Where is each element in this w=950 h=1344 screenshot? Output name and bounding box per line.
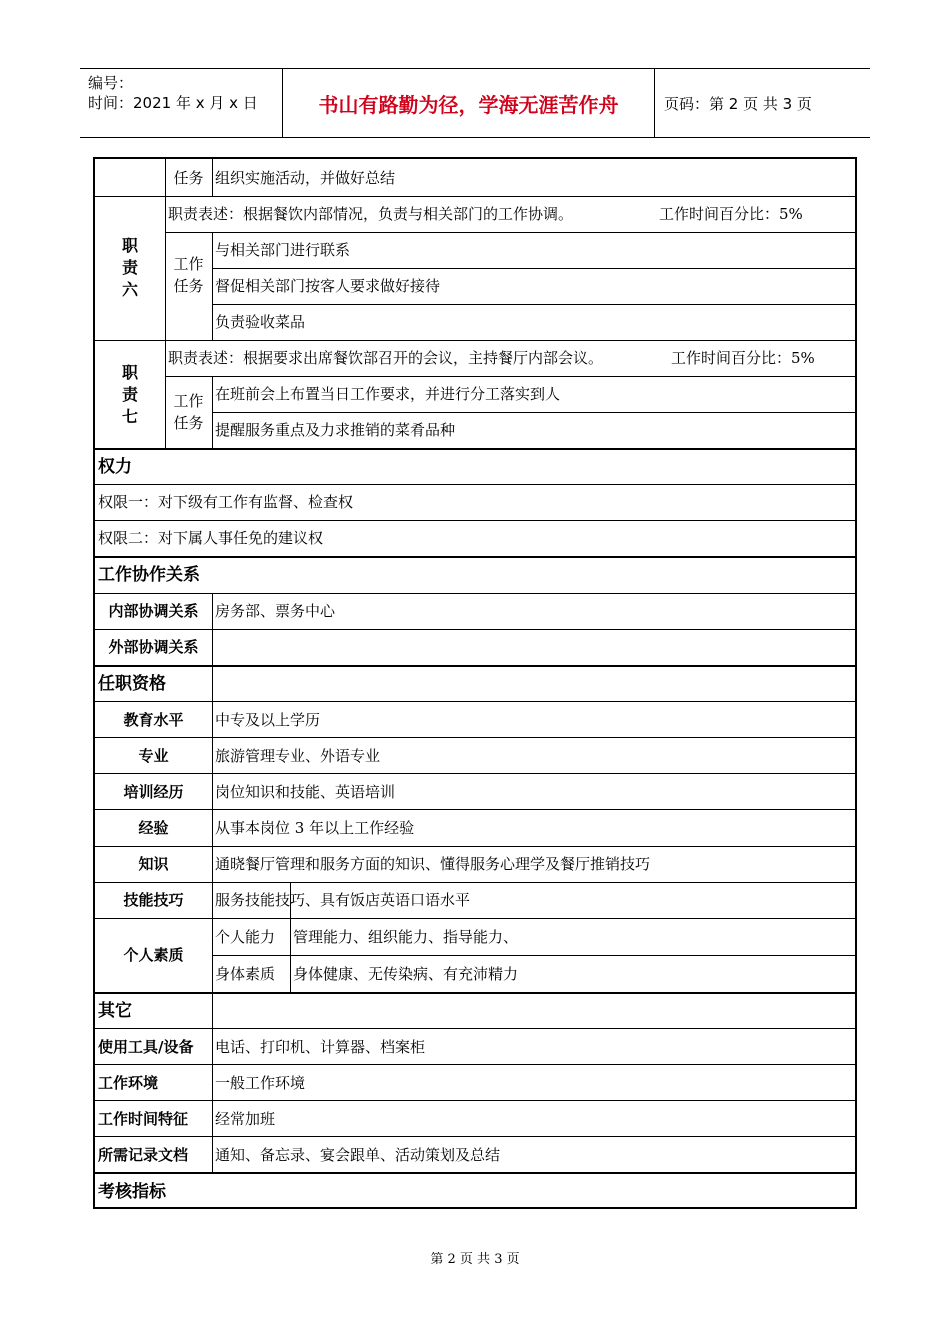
qualification-value: 旅游管理专业、外语专业: [215, 747, 381, 765]
other-label: 使用工具/设备: [98, 1038, 194, 1056]
row-divider: [165, 232, 855, 233]
row-divider: [212, 304, 855, 305]
other-value: 一般工作环境: [215, 1074, 306, 1092]
header-motto: 书山有路勤为径，学海无涯苦作舟: [318, 92, 619, 117]
column-divider: [212, 665, 213, 992]
authority-item-1: 权限一：对下级有工作有监督、检查权: [98, 493, 354, 511]
column-divider: [212, 376, 213, 448]
external-relations-label: 外部协调关系: [108, 638, 199, 656]
column-divider: [212, 593, 213, 665]
header-page-info: 页码：第 2 页 共 3 页: [664, 94, 812, 113]
relations-section-title: 工作协作关系: [98, 565, 200, 585]
assessment-section-title: 考核指标: [98, 1182, 166, 1202]
section-divider: [95, 556, 855, 558]
duty6-statement: 职责表述：根据餐饮内部情况，负责与相关部门的工作协调。: [168, 205, 574, 223]
duty7-task-label: 工作 任务: [173, 392, 204, 432]
duty6-task-3: 负责验收菜品: [215, 313, 306, 331]
duty6-percent: 工作时间百分比：5%: [659, 205, 803, 223]
row-divider: [95, 1064, 855, 1065]
row-divider: [95, 593, 855, 594]
duty6-task-2: 督促相关部门按客人要求做好接待: [215, 277, 441, 295]
qualification-label: 经验: [138, 819, 169, 837]
other-value: 电话、打印机、计算器、档案柜: [215, 1038, 426, 1056]
duty5-task-label: 任务: [173, 169, 204, 187]
section-divider: [95, 665, 855, 667]
row-divider: [212, 955, 855, 956]
qualification-label: 专业: [138, 747, 169, 765]
duty7-task-2: 提醒服务重点及力求推销的菜肴品种: [215, 421, 456, 439]
duty7-statement: 职责表述：根据要求出席餐饮部召开的会议，主持餐厅内部会议。: [168, 349, 604, 367]
column-divider: [212, 159, 213, 196]
personal-sub-value: 身体健康、无传染病、有充沛精力: [293, 965, 519, 983]
page-footer: 第 2 页 共 3 页: [430, 1252, 520, 1267]
row-divider: [95, 1136, 855, 1137]
row-divider: [212, 412, 855, 413]
personal-sub-label: 身体素质: [215, 965, 276, 983]
qualification-value: 通晓餐厅管理和服务方面的知识、懂得服务心理学及餐厅推销技巧: [215, 855, 651, 873]
header-divider: [654, 69, 655, 137]
row-divider: [95, 340, 855, 341]
personal-sub-label: 个人能力: [215, 928, 276, 946]
row-divider: [95, 196, 855, 197]
row-divider: [95, 484, 855, 485]
duty5-task-item: 组织实施活动，并做好总结: [215, 169, 396, 187]
other-section-title: 其它: [98, 1001, 132, 1021]
qualification-value: 中专及以上学历: [215, 711, 321, 729]
qualifications-section-title: 任职资格: [98, 674, 166, 694]
header-meta: [88, 73, 278, 113]
duty6-task-label: 工作 任务: [173, 255, 204, 295]
duty6-task-1: 与相关部门进行联系: [215, 241, 351, 259]
qualification-label: 知识: [138, 855, 169, 873]
document-number-label: 编号：: [88, 74, 134, 92]
row-divider: [95, 773, 855, 774]
row-divider: [95, 882, 855, 883]
row-divider: [95, 1100, 855, 1101]
section-divider: [95, 448, 855, 450]
duty6-title: 职 责 六: [121, 236, 138, 299]
row-divider: [165, 376, 855, 377]
job-description-table: [93, 157, 857, 1209]
qualification-label: 技能技巧: [123, 891, 184, 909]
page-header: [80, 68, 870, 138]
duty7-title: 职 责 七: [121, 363, 138, 426]
document-time-label: 时间：2021 年 x 月 x 日: [88, 94, 258, 112]
column-divider: [212, 232, 213, 340]
section-divider: [95, 1172, 855, 1174]
internal-relations-value: 房务部、票务中心: [215, 602, 336, 620]
row-divider: [95, 1028, 855, 1029]
qualification-value: 岗位知识和技能、英语培训: [215, 783, 396, 801]
column-divider: [212, 992, 213, 1172]
row-divider: [95, 701, 855, 702]
row-divider: [95, 846, 855, 847]
other-label: 工作时间特征: [98, 1110, 189, 1128]
authority-item-2: 权限二：对下属人事任免的建议权: [98, 529, 324, 547]
qualification-value: 服务技能技巧、具有饭店英语口语水平: [215, 891, 471, 909]
internal-relations-label: 内部协调关系: [108, 602, 199, 620]
row-divider: [95, 809, 855, 810]
qualification-label: 培训经历: [123, 783, 184, 801]
duty7-task-1: 在班前会上布置当日工作要求，并进行分工落实到人: [215, 385, 561, 403]
qualification-label: 教育水平: [123, 711, 184, 729]
other-value: 经常加班: [215, 1110, 276, 1128]
row-divider: [95, 737, 855, 738]
section-divider: [95, 992, 855, 994]
row-divider: [95, 520, 855, 521]
qualification-value: 从事本岗位 3 年以上工作经验: [215, 819, 415, 837]
row-divider: [95, 918, 855, 919]
authority-section-title: 权力: [98, 457, 132, 477]
other-label: 所需记录文档: [98, 1146, 189, 1164]
duty7-percent: 工作时间百分比：5%: [671, 349, 815, 367]
other-label: 工作环境: [98, 1074, 159, 1092]
row-divider: [95, 629, 855, 630]
row-divider: [212, 268, 855, 269]
other-value: 通知、备忘录、宴会跟单、活动策划及总结: [215, 1146, 501, 1164]
personal-sub-value: 管理能力、组织能力、指导能力、: [293, 928, 519, 946]
personal-quality-label: 个人素质: [123, 946, 184, 964]
